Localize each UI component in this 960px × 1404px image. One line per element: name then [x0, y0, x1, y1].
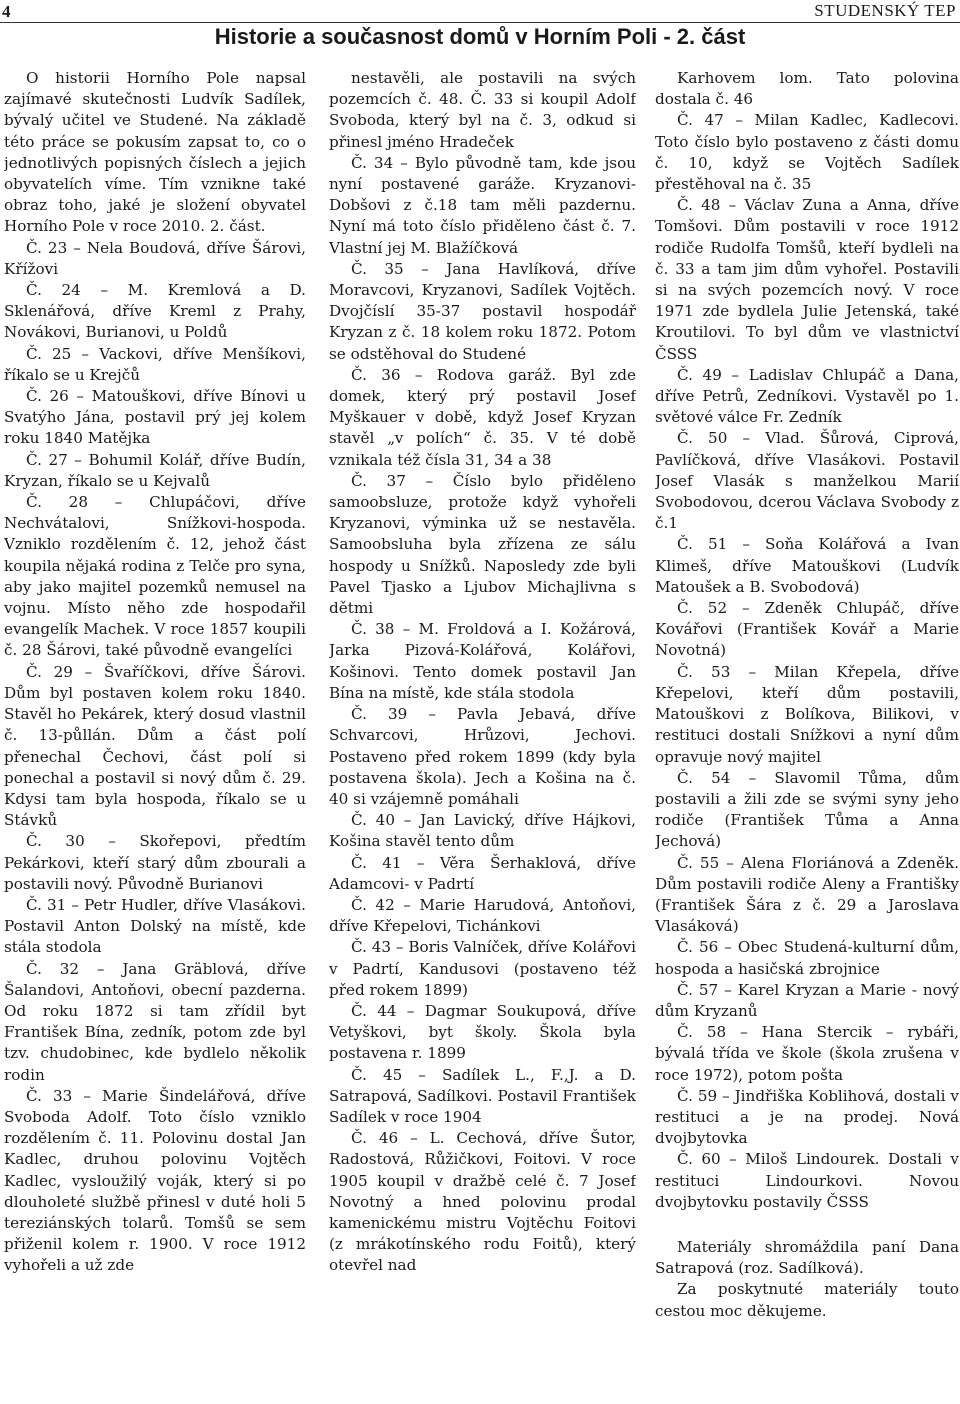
house-entry: nestavěli, ale postavili na svých pozemcích č. 48. Č. 33 si koupil Adolf Svoboda, který byl na č. 3, odkud si přinesl jméno Hradeček [329, 69, 636, 151]
house-entry: Č. 58 – Hana Stercik – rybáři, bývalá třída ve škole (škola zrušena v roce 1972), potom pošta [655, 1023, 959, 1084]
header-rule [0, 22, 960, 23]
intro-paragraph: O historii Horního Pole napsal zajímavé skutečnosti Ludvík Sadílek, bývalý učitel ve Studené. Na základě této práce se pokusím zapsat to, co o jednotlivých popisných číslech a jejich obyvatelích víme. Tím vznikne také obraz toho, jaké je složení obyvatel Horního Pole v roce 2010. 2. část. [4, 69, 306, 236]
column-2 [329, 68, 636, 1404]
house-entry: Č. 26 – Matouškovi, dříve Bínovi u Svatýho Jána, postavil prý jej kolem roku 1840 Matějka [4, 387, 306, 448]
house-entry: Č. 27 – Bohumil Kolář, dříve Budín, Kryzan, říkalo se u Kejvalů [4, 450, 306, 490]
house-entry: Č. 51 – Soňa Kolářová a Ivan Klimeš, dříve Matouškovi (Ludvík Matoušek a B. Svobodová) [655, 535, 959, 596]
house-entry: Č. 25 – Vackovi, dříve Menšíkovi, říkalo se u Krejčů [4, 344, 306, 384]
house-entry: Č. 52 – Zdeněk Chlupáč, dříve Kovářovi (František Kovář a Marie Novotná) [655, 599, 959, 660]
house-entry: Č. 45 – Sadílek L., F.,J. a D. Satrapová, Sadílkovi. Postavil František Sadílek v roce 1904 [329, 1065, 636, 1126]
house-entry: Č. 28 – Chlupáčovi, dříve Nechvátalovi, Snížkovi-hospoda. Vzniklo rozdělením č. 12, jehož část koupila nějaká rodina z Telče pro syna, aby jako majitel pozemků nemusel na vojnu. Místo něho zde hospodařil evangelík Machek. V roce 1857 koupili č. 28 Šárovi, také původně evangelíci [4, 493, 306, 660]
house-entry: Č. 33 – Marie Šindelářová, dříve Svoboda Adolf. Toto číslo vzniklo rozdělením č. 11. Polovinu dostal Jan Kadlec, druhou polovinu Vojtěch Kadlec, vysloužilý voják, který si po dlouholeté službě přinesl v duté holi 5 tereziánských tolarů. Tomšů se sem přiženil kolem r. 1900. V roce 1912 vyhořeli a už zde [4, 1086, 306, 1275]
house-entry: Č. 60 – Miloš Lindourek. Dostali v restituci Lindourkovi. Novou dvojbytovku postavily ČSSS [655, 1150, 959, 1211]
page-number: 4 [2, 2, 11, 21]
house-entry: Č. 40 – Jan Lavický, dříve Hájkovi, Košina stavěl tento dům [329, 811, 636, 851]
house-entry: Č. 36 – Rodova garáž. Byl zde domek, který prý postavil Josef Myškauer v době, když Josef Kryzan stavěl „v polích“ č. 35. V té době vznikala též čísla 31, 34 a 38 [329, 365, 636, 469]
house-entry: Č. 59 – Jindřiška Koblihová, dostali v restituci a je na prodej. Nová dvojbytovka [655, 1086, 959, 1148]
house-entry: Karhovem lom. Tato polovina dostala č. 46 [655, 69, 959, 109]
column-1 [4, 68, 306, 1404]
house-entry: Č. 55 – Alena Floriánová a Zdeněk. Dům postavili rodiče Aleny a Františky (František Šára z č. 29 a Jaroslava Vlasáková) [655, 853, 959, 936]
house-entry: Č. 42 – Marie Harudová, Antoňovi, dříve Křepelovi, Tichánkovi [329, 895, 636, 936]
house-entry: Č. 30 – Skořepovi, předtím Pekárkovi, kteří starý dům zbourali a postavili nový. Původně Burianovi [4, 832, 306, 893]
house-entry: Č. 50 – Vlad. Šůrová, Ciprová, Pavlíčková, dříve Vlasákovi. Postavil Josef Vlasák s manželkou Marií Svobodovou, dcerou Václava Svobody z č.1 [655, 429, 959, 533]
house-entry: Č. 54 – Slavomil Tůma, dům postavili a žili zde se svými syny jeho rodiče (František Tůma a Anna Jechová) [655, 768, 959, 851]
house-entry: Č. 56 – Obec Studená-kulturní dům, hospoda a hasičská zbrojnice [655, 938, 959, 978]
house-entry: Č. 57 – Karel Kryzan a Marie - nový dům Kryzanů [655, 980, 959, 1020]
house-entry: Č. 37 – Číslo bylo přiděleno samoobsluze, protože když vyhořeli Kryzanovi, výminka už se nestavěla. Samoobsluha byla zřízena ze sálu hospody u Snížků. Naposledy zde byli Pavel Tjasko a Ljubov Michajlivna s dětmi [329, 471, 636, 618]
house-entry: Č. 24 – M. Kremlová a D. Sklenářová, dříve Kreml z Prahy, Novákovi, Burianovi, u Poldů [4, 281, 306, 342]
house-entry: Č. 32 – Jana Gräblová, dříve Šalandovi, Antoňovi, obecní pazderna. Od roku 1872 si tam zřídil byt František Bína, zedník, potom zde byl tzv. chudobinec, kde bydlelo několik rodin [4, 959, 306, 1084]
house-entry: Č. 48 – Václav Zuna a Anna, dříve Tomšovi. Dům postavili v roce 1912 rodiče Rudolfa Tomšů, kteří bydleli na č. 33 a tam jim dům vyhořel. Postavili si na svých pozemcích nový. V roce 1971 zde bydlela Julie Jetenská, také Kroutilovi. To byl dům ve vlastnictví ČSSS [655, 196, 959, 363]
publication-name: STUDENSKÝ TEP [814, 1, 956, 20]
page-header [0, 0, 960, 60]
credits-line: Materiály shromáždila paní Dana Satrapová (roz. Sadílková). [655, 1237, 959, 1278]
house-entry: Č. 31 – Petr Hudler, dříve Vlasákovi. Postavil Anton Dolský na místě, kde stála stodola [4, 895, 306, 957]
article-body [4, 68, 960, 1404]
house-entry: Č. 35 – Jana Havlíková, dříve Moravcovi, Kryzanovi, Sadílek Vojtěch. Dvojčíslí 35-37 postavil hospodář Kryzan z č. 18 kolem roku 1872. Potom se odstěhoval do Studené [329, 259, 636, 363]
house-entry: Č. 44 – Dagmar Soukupová, dříve Vetyškovi, byt školy. Škola byla postavena r. 1899 [329, 1001, 636, 1063]
house-entry: Č. 53 – Milan Křepela, dříve Křepelovi, kteří dům postavili, Matouškovi z Bolíkova, Bilikovi, v restituci dostali Snížkovi a nyní dům opravuje nový majitel [655, 662, 959, 766]
house-entry: Č. 46 – L. Cechová, dříve Šutor, Radostová, Růžičkovi, Foitovi. V roce 1905 koupil v dražbě celé č. 7 Josef Novotný a hned polovinu prodal kamenickému mistru Vojtěchu Foitovi (z mrákotínského rodu Foitů), který otevřel nad [329, 1129, 636, 1275]
house-entry: Č. 47 – Milan Kadlec, Kadlecovi. Toto číslo bylo postaveno z části domu č. 10, když se Vojtěch Sadílek přestěhoval na č. 35 [655, 111, 959, 194]
credits-line: Za poskytnuté materiály touto cestou moc děkujeme. [655, 1280, 959, 1320]
house-entry: Č. 23 – Nela Boudová, dříve Šárovi, Křížovi [4, 238, 306, 278]
house-entry: Č. 41 – Věra Šerhaklová, dříve Adamcovi- v Padrtí [329, 853, 636, 893]
house-entry: Č. 39 – Pavla Jebavá, dříve Schvarcovi, Hrůzovi, Jechovi. Postaveno před rokem 1899 (kdy byla postavena škola). Jech a Košina na č. 40 si vzájemně pomáhali [329, 705, 636, 808]
house-entry: Č. 43 – Boris Valníček, dříve Kolářovi v Padrtí, Kandusovi (postaveno též před rokem 1899) [329, 938, 636, 999]
house-entry: Č. 49 – Ladislav Chlupáč a Dana, dříve Petrů, Zedníkovi. Vystavěl po 1. světové válce Fr. Zedník [655, 365, 959, 427]
column-3 [655, 68, 959, 1404]
house-entry: Č. 38 – M. Froldová a I. Kožárová, Jarka Pizová-Kolářová, Kolářovi, Košinovi. Tento domek postavil Jan Bína na místě, kde stála stodola [329, 620, 636, 702]
house-entry: Č. 29 – Švaříčkovi, dříve Šárovi. Dům byl postaven kolem roku 1840. Stavěl ho Pekárek, který dosud vlastnil č. 13-půllán. Dům a část polí přenechal Čechovi, část polí si ponechal a postavil si nový dům č. 29. Kdysi tam byla hospoda, říkalo se u Stávků [4, 662, 306, 830]
article-title: Historie a současnost domů v Horním Poli - 2. část [214, 24, 746, 49]
house-entry: Č. 34 – Bylo původně tam, kde jsou nyní postavené garáže. Kryzanovi-Dobšovi z č.18 tam měli pazdernu. Nyní má toto číslo přiděleno část č. 7. Vlastní jej M. Blažíčková [329, 153, 636, 257]
